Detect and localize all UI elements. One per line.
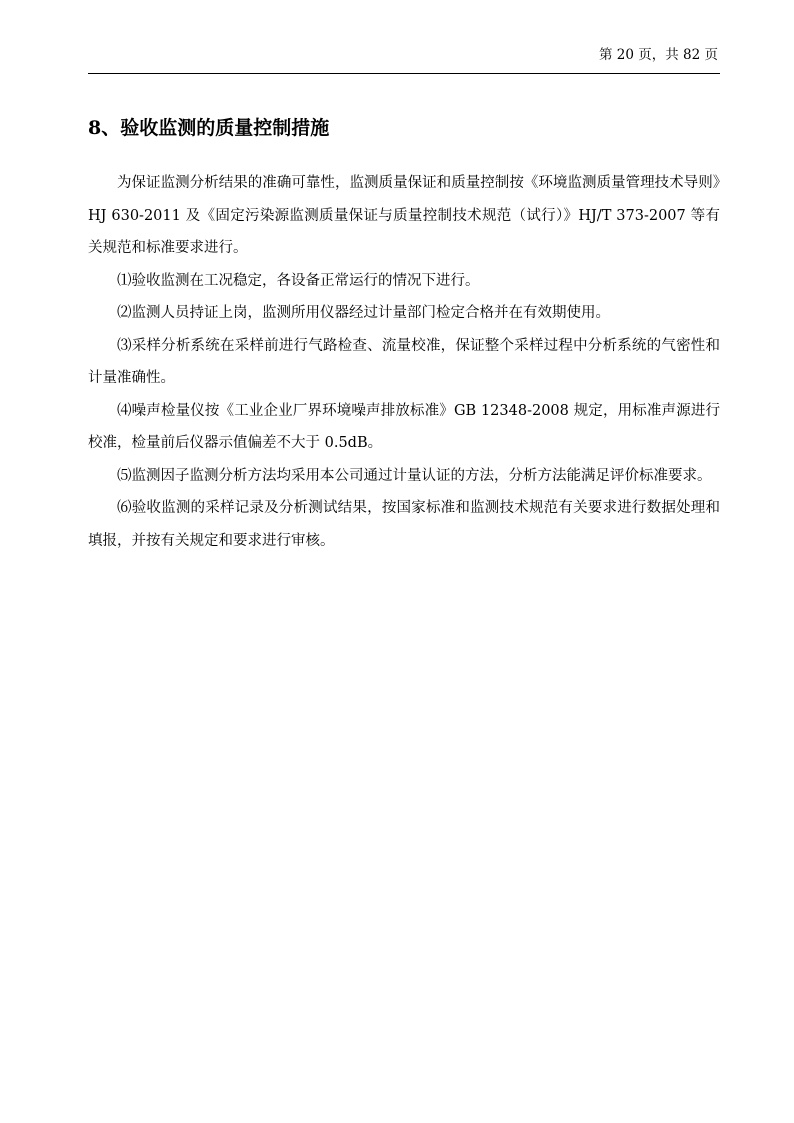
paragraph-item-6: ⑹验收监测的采样记录及分析测试结果，按国家标准和监测技术规范有关要求进行数据处理和填报，并按有关规定和要求进行审核。 bbox=[88, 500, 720, 549]
page-header bbox=[88, 44, 720, 74]
paragraph-item-3: ⑶采样分析系统在采样前进行气路检查、流量校准，保证整个采样过程中分析系统的气密性和计量准确性。 bbox=[88, 337, 720, 386]
paragraph-item-2: ⑵监测人员持证上岗，监测所用仪器经过计量部门检定合格并在有效期使用。 bbox=[117, 305, 610, 321]
paragraph-item-5: ⑸监测因子监测分析方法均采用本公司通过计量认证的方法，分析方法能满足评价标准要求。 bbox=[117, 467, 712, 484]
section-body bbox=[88, 167, 720, 557]
paragraph-intro: 为保证监测分析结果的准确可靠性，监测质量保证和质量控制按《环境监测质量管理技术导则》HJ 630-2011 及《固定污染源监测质量保证与质量控制技术规范（试行）》HJ/T 373-2007 等有关规范和标准要求进行。 bbox=[88, 175, 720, 256]
page-number: 第 20 页，共 82 页 bbox=[598, 47, 718, 63]
paragraph-item-1: ⑴验收监测在工况稳定，各设备正常运行的情况下进行。 bbox=[117, 272, 480, 289]
section-title: 8、验收监测的质量控制措施 bbox=[88, 117, 330, 139]
paragraph-item-4: ⑷噪声检量仪按《工业企业厂界环境噪声排放标准》GB 12348-2008 规定，用标准声源进行校准，检量前后仪器示值偏差不大于 0.5dB。 bbox=[88, 402, 720, 451]
